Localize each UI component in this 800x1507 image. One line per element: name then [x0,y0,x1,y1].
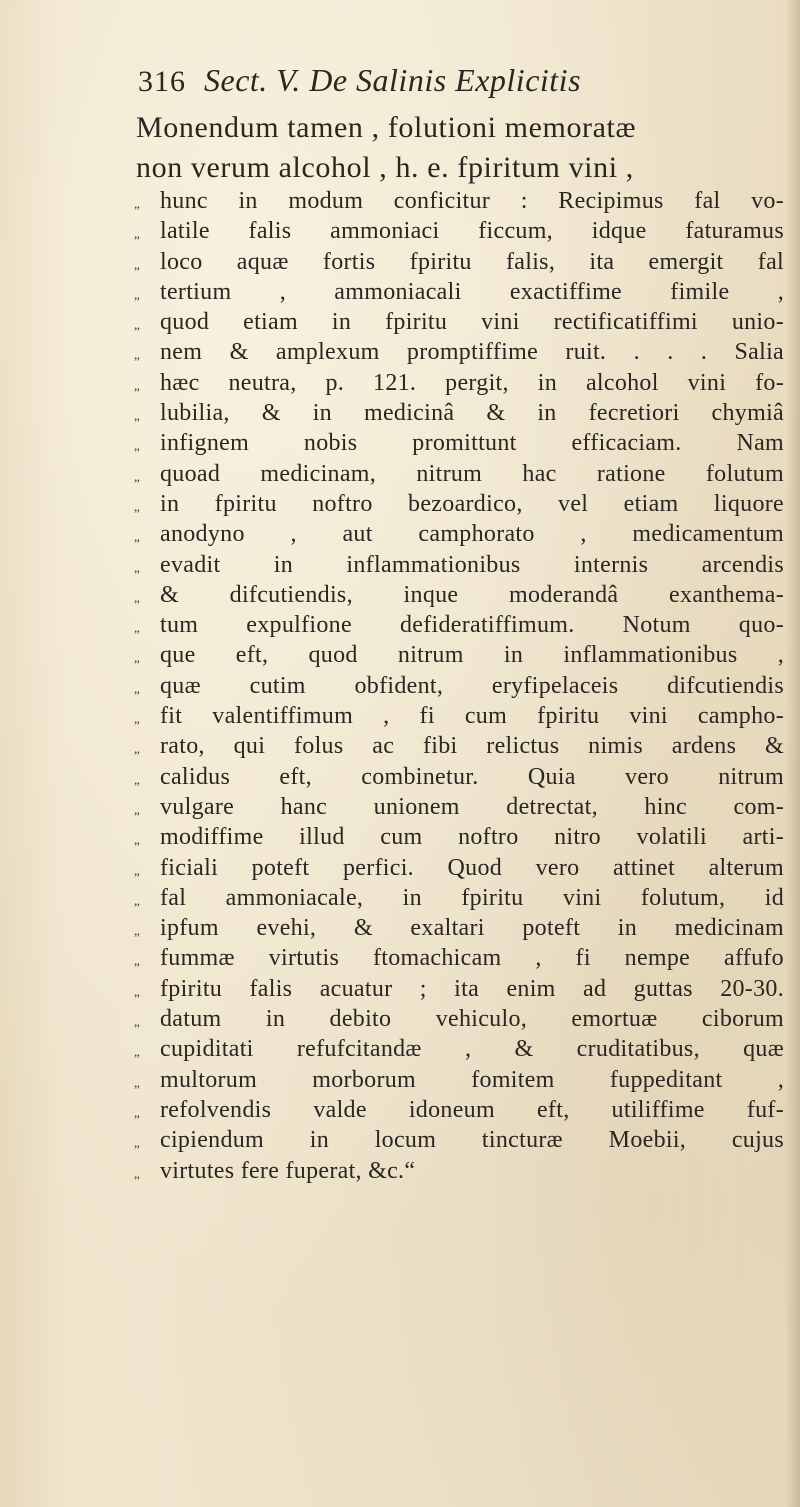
quote-mark: „ [134,1104,140,1120]
quote-line-text: infignem nobis promittunt efficaciam. Nam [160,430,784,457]
quote-line-text: & difcutiendis, inque moderandâ exanthema- [160,581,784,608]
quote-mark: „ [134,711,140,727]
quote-mark: „ [134,650,140,666]
quote-line-text: in fpiritu noftro bezoardico, vel etiam liquore [160,490,784,517]
text-line: non verum alcohol , h. e. fpiritum vini , [136,151,634,184]
quote-line-text: refolvendis valde idoneum eft, utiliffime fuf- [160,1096,784,1123]
quote-line-text: fpiritu falis acuatur ; ita enim ad guttas 20-30. [160,975,784,1002]
quote-line-text: fit valentiffimum , fi cum fpiritu vini campho- [160,703,784,730]
quote-line [134,792,784,822]
quote-mark: „ [134,892,140,908]
quote-line-text: rato, qui folus ac fibi relictus nimis ardens & [160,733,784,760]
quote-line [134,762,784,792]
quote-line [134,1034,784,1064]
quote-line [134,368,784,398]
quote-line-text: evadit in inflammationibus internis arcendis [160,551,784,578]
running-title: Sect. V. De Salinis Explicitis [204,62,582,98]
quote-line-text: anodyno , aut camphorato , medicamentum [160,521,784,548]
quote-line-text: calidus eft, combinetur. Quia vero nitrum [160,763,784,790]
quote-line-text: fal ammoniacale, in fpiritu vini folutum, id [160,884,784,911]
quote-mark: „ [134,983,140,999]
quote-mark: „ [134,468,140,484]
quote-line [134,640,784,670]
quote-line-text: loco aquæ fortis fpiritu falis, ita emergit fal [160,248,784,275]
quote-line [134,1125,784,1155]
quote-line-text: hæc neutra, p. 121. pergit, in alcohol vini fo- [160,369,784,396]
text-line: Monendum tamen , folutioni memoratæ [136,111,637,144]
quote-line [134,186,784,216]
quote-mark: „ [134,589,140,605]
quote-line-text: vulgare hanc unionem detrectat, hinc com- [160,793,784,820]
quote-mark: „ [134,317,140,333]
quote-line-text: cupiditati refufcitandæ , & cruditatibus, quæ [160,1036,784,1063]
quote-line [134,398,784,428]
quote-line [134,307,784,337]
quote-mark: „ [134,741,140,757]
quote-line [134,247,784,277]
quote-line-text: ipfum evehi, & exaltari poteft in medicinam [160,915,784,942]
quote-mark: „ [134,1044,140,1060]
quote-line-text: tum expulfione defideratiffimum. Notum quo- [160,612,784,639]
quote-mark: „ [134,226,140,242]
quote-line [134,731,784,761]
quote-mark: „ [134,862,140,878]
intro-paragraph [136,108,776,188]
running-head [138,62,581,106]
quote-line-text: latile falis ammoniaci ficcum, idque faturamus [160,218,784,245]
quote-line [134,216,784,246]
quote-line-text: quoad medicinam, nitrum hac ratione folutum [160,460,784,487]
quote-mark: „ [134,771,140,787]
quote-line [134,459,784,489]
quote-line-text: quod etiam in fpiritu vini rectificatiffimi unio- [160,309,784,336]
quote-line [134,337,784,367]
quote-mark: „ [134,256,140,272]
quote-line [134,883,784,913]
quote-mark: „ [134,680,140,696]
quote-line [134,943,784,973]
quote-line-text: virtutes fere fuperat, &c.“ [160,1157,416,1184]
quote-line-text: nem & amplexum promptiffime ruit. . . . Salia [160,339,784,366]
quote-line-text: datum in debito vehiculo, emortuæ ciborum [160,1006,784,1033]
quote-line-text: quæ cutim obfident, eryfipelaceis difcutiendis [160,672,784,699]
quote-mark: „ [134,1135,140,1151]
quote-mark: „ [134,620,140,636]
quote-line-text: ficiali poteft perfici. Quod vero attinet alterum [160,854,784,881]
quote-line-text: lubilia, & in medicinâ & in fecretiori chymiâ [160,400,784,427]
quote-mark: „ [134,498,140,514]
quote-line [134,853,784,883]
quote-mark: „ [134,1014,140,1030]
quote-mark: „ [134,923,140,939]
quote-line [134,701,784,731]
quote-line-text: multorum morborum fomitem fuppeditant , [160,1066,784,1093]
quote-line [134,1004,784,1034]
quote-mark: „ [134,801,140,817]
page-edge-shadow [786,0,800,1507]
quote-line [134,822,784,852]
quote-line [134,1095,784,1125]
quote-mark: „ [134,529,140,545]
quote-mark: „ [134,196,140,211]
quote-mark: „ [134,347,140,363]
quote-line [134,489,784,519]
quote-mark: „ [134,832,140,848]
quote-line [134,519,784,549]
quote-mark: „ [134,1074,140,1090]
quoted-passage [134,186,784,1186]
quote-line [134,428,784,458]
quote-line [134,550,784,580]
quote-mark: „ [134,377,140,393]
quote-mark: „ [134,559,140,575]
quote-mark: „ [134,438,140,454]
quote-mark: „ [134,408,140,424]
quote-line-text: cipiendum in locum tincturæ Moebii, cujus [160,1127,784,1154]
quote-line-text: modiffime illud cum noftro nitro volatili arti- [160,824,784,851]
quote-line [134,1156,784,1186]
quote-line [134,580,784,610]
quote-line [134,671,784,701]
quote-line-text: hunc in modum conficitur : Recipimus fal vo- [160,188,784,214]
quote-line-text: fummæ virtutis ftomachicam , fi nempe affufo [160,945,784,972]
quote-mark: „ [134,1165,140,1181]
quote-line [134,1065,784,1095]
quote-line [134,277,784,307]
quote-line [134,974,784,1004]
quote-line-text: tertium , ammoniacali exactiffime fimile , [160,278,784,305]
quote-mark: „ [134,953,140,969]
quote-line-text: que eft, quod nitrum in inflammationibus , [160,642,784,669]
quote-line [134,610,784,640]
quote-line [134,913,784,943]
quote-mark: „ [134,286,140,302]
page-number: 316 [138,65,186,98]
